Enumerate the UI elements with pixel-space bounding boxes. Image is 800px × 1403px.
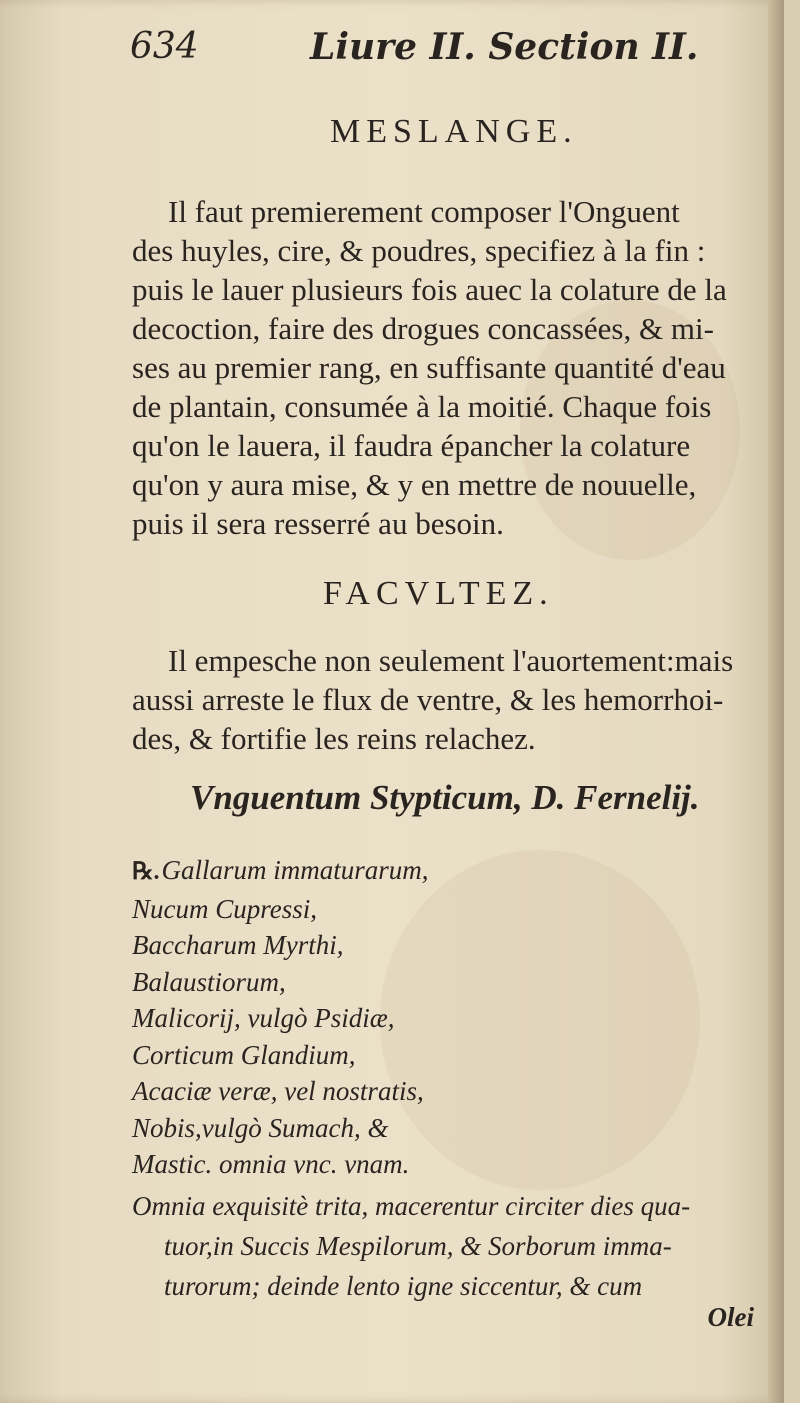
- ingredient-item: Nucum Cupressi,: [132, 893, 318, 924]
- paragraph-facultez: [132, 641, 772, 758]
- text-line: qu'on y aura mise, & y en mettre de nouuelle,: [132, 467, 697, 502]
- text-line: puis le lauer plusieurs fois auec la colature de la: [132, 272, 727, 307]
- page-number: 634: [130, 26, 199, 67]
- ingredient-list: [132, 852, 429, 1183]
- ingredient-item: Malicorij, vulgò Psidiæ,: [132, 1003, 395, 1033]
- text-line: turorum; deinde lento igne siccentur, & cum: [164, 1271, 643, 1301]
- running-title: Liure II. Section II.: [310, 26, 699, 68]
- text-line: Il empesche non seulement l'auortement:mais: [168, 643, 734, 678]
- ingredient-item: Acaciæ veræ, vel nostratis,: [132, 1076, 424, 1106]
- section-heading-meslange: MESLANGE.: [330, 113, 578, 150]
- ingredient-item: Corticum Glandium,: [132, 1039, 356, 1070]
- text-line: Il faut premierement composer l'Onguent: [168, 194, 680, 229]
- ingredient-item: Mastic. omnia vnc. vnam.: [132, 1149, 410, 1179]
- text-line: qu'on le lauera, il faudra épancher la colature: [132, 428, 691, 463]
- rx-symbol: ℞.: [132, 859, 160, 885]
- text-line: decoction, faire des drogues concassées, & mi-: [132, 311, 714, 346]
- text-line: des, & fortifie les reins relachez.: [132, 721, 536, 756]
- text-line: Omnia exquisitè trita, macerentur circiter dies qua-: [132, 1191, 691, 1221]
- catchword: Olei: [707, 1302, 754, 1332]
- ingredient-item: Baccharum Myrthi,: [132, 930, 344, 960]
- ingredient-item: Nobis,vulgò Sumach, &: [132, 1112, 389, 1143]
- ingredient-item: Balaustiorum,: [132, 966, 286, 997]
- text-line: tuor,in Succis Mespilorum, & Sorborum imma-: [164, 1231, 672, 1261]
- page-header: [130, 26, 730, 80]
- recipe-instructions: [132, 1186, 772, 1306]
- text-line: ses au premier rang, en suffisante quantité d'eau: [132, 350, 726, 385]
- text-line: des huyles, cire, & poudres, specifiez à la fin :: [132, 233, 706, 268]
- section-heading-facultez: FACVLTEZ.: [323, 575, 554, 612]
- text-line: de plantain, consumée à la moitié. Chaque fois: [132, 389, 712, 424]
- text-line: aussi arreste le flux de ventre, & les hemorrhoi-: [132, 682, 724, 717]
- ingredient-text: Gallarum immaturarum,: [161, 855, 429, 885]
- paragraph-meslange: [132, 192, 772, 543]
- recipe-title: Vnguentum Stypticum, D. Fernelij.: [190, 778, 700, 817]
- ingredient-item: [132, 852, 429, 891]
- text-line: puis il sera resserré au besoin.: [132, 506, 504, 541]
